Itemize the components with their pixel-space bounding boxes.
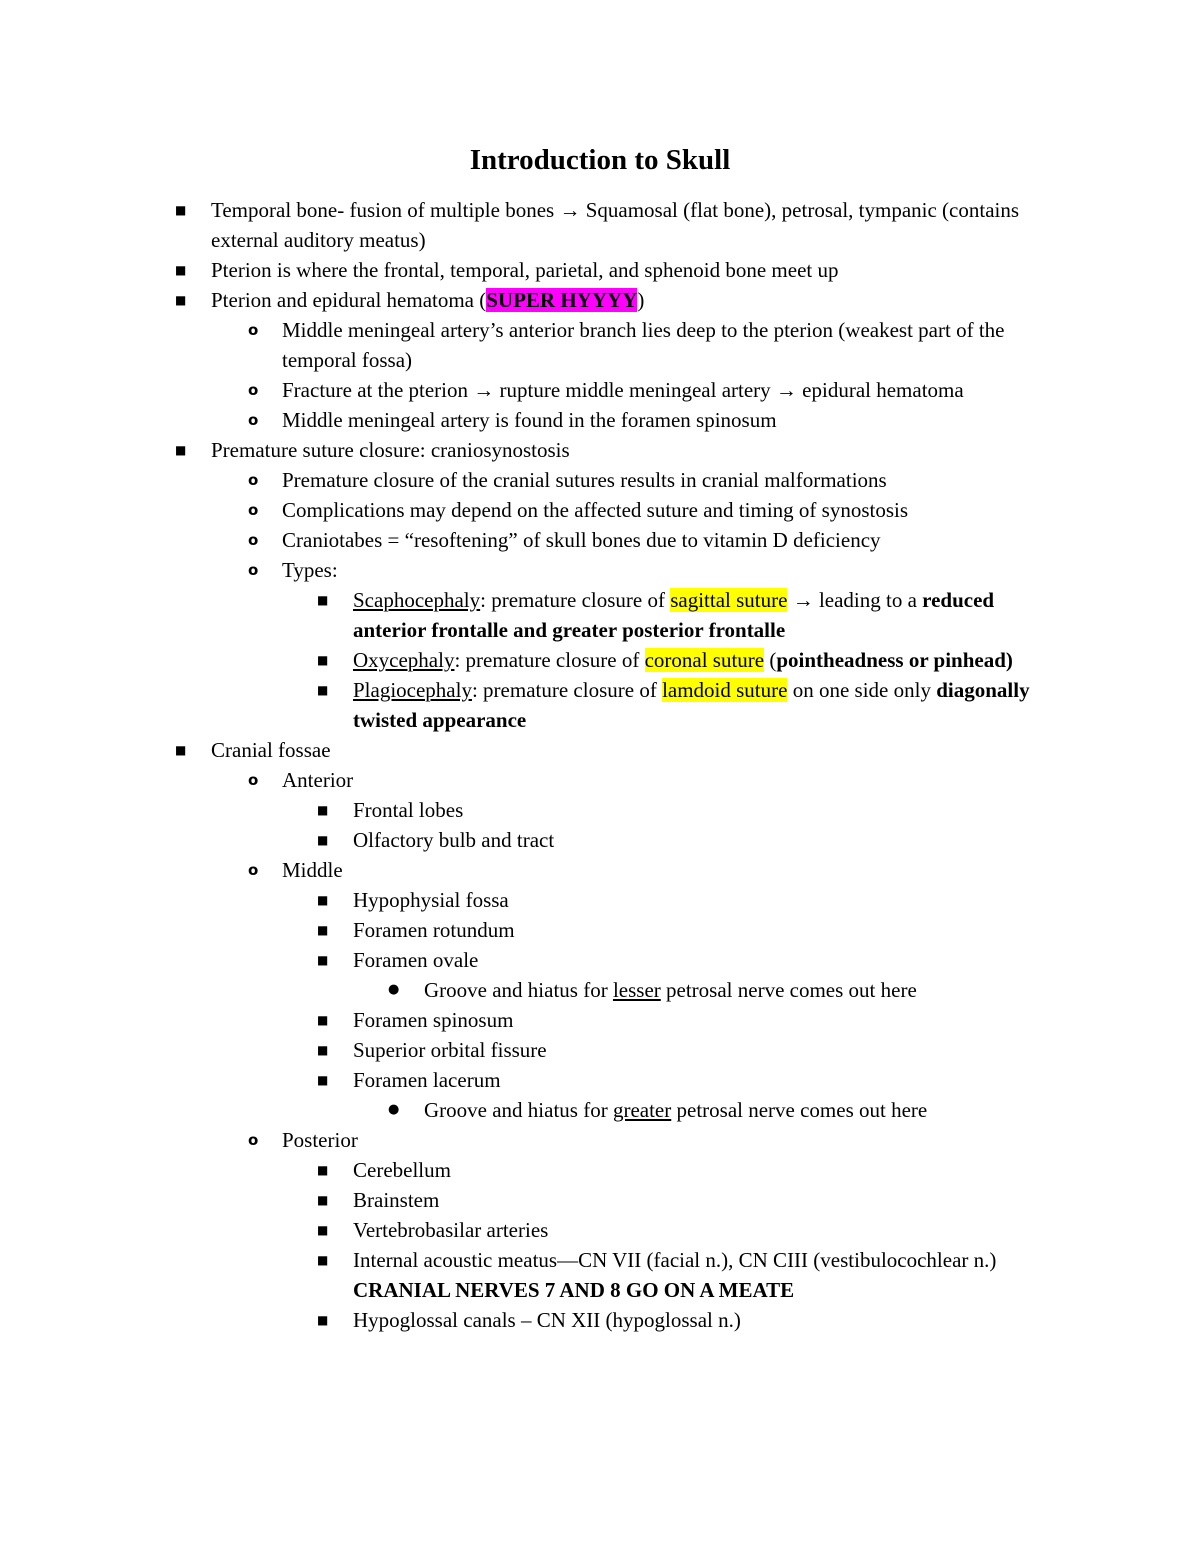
list-item: o Craniotabes = “resoftening” of skull bones due to vitamin D deficiency	[0, 525, 1072, 555]
highlight-magenta: SUPER HYYYY	[486, 288, 638, 312]
list-item: ■ Hypoglossal canals – CN XII (hypoglossal n.)	[0, 1305, 1043, 1335]
list-item: ■ Olfactory bulb and tract	[0, 825, 1043, 855]
square-bullet-icon: ■	[317, 1193, 329, 1207]
square-bullet-icon: ■	[175, 293, 187, 307]
circle-bullet-icon: o	[248, 771, 259, 789]
list-item: ■ Frontal lobes	[0, 795, 1043, 825]
circle-bullet-icon: o	[248, 411, 259, 429]
bold-text: CRANIAL NERVES 7 AND 8 GO ON A MEATE	[353, 1278, 795, 1302]
list-item: ■ Internal acoustic meatus—CN VII (facial n.), CN CIII (vestibulocochlear n.) CRANIAL NERVES 7 AND 8 GO ON A MEATE	[0, 1245, 1043, 1305]
square-bullet-icon: ■	[317, 953, 329, 967]
list-item: ■ Cerebellum	[0, 1155, 1043, 1185]
square-bullet-icon: ■	[317, 593, 329, 607]
bold-text: reduced anterior frontalle and greater posterior frontalle	[353, 588, 995, 642]
circle-bullet-icon: o	[248, 321, 259, 339]
list-item: o Anterior	[0, 765, 1072, 795]
circle-bullet-icon: o	[248, 471, 259, 489]
arrow-icon: →	[559, 198, 581, 222]
list-item: o Complications may depend on the affected suture and timing of synostosis	[0, 495, 1072, 525]
list-item: ■ Brainstem	[0, 1185, 1043, 1215]
underlined-word: lesser	[612, 978, 661, 1002]
list-item: ■ Superior orbital fissure	[0, 1035, 1043, 1065]
list-item: o Middle meningeal artery is found in the foramen spinosum	[0, 405, 1072, 435]
square-bullet-icon: ■	[317, 1043, 329, 1057]
square-bullet-icon: ■	[317, 683, 329, 697]
bold-text: pointheadness or pinhead)	[776, 648, 1013, 672]
circle-bullet-icon: o	[248, 531, 259, 549]
highlight-yellow: coronal suture	[644, 648, 765, 672]
list-item: o Types:	[0, 555, 1072, 585]
square-bullet-icon: ■	[317, 1013, 329, 1027]
term-underlined: Plagiocephaly	[353, 678, 472, 702]
square-bullet-icon: ■	[317, 923, 329, 937]
list-item: ■ Scaphocephaly: premature closure of sagittal suture → leading to a reduced anterior frontalle and greater posterior frontalle	[0, 585, 1043, 645]
list-item: ■ Premature suture closure: craniosynostosis	[0, 435, 1051, 465]
list-item: ■ Foramen ovale	[0, 945, 1043, 975]
list-item: ■ Oxycephaly: premature closure of coronal suture (pointheadness or pinhead)	[0, 645, 1043, 675]
arrow-icon: →	[792, 588, 814, 612]
square-bullet-icon: ■	[317, 1223, 329, 1237]
square-bullet-icon: ■	[175, 263, 187, 277]
list-item: ● Groove and hiatus for lesser petrosal nerve comes out here	[0, 975, 1064, 1005]
list-item: ■ Pterion is where the frontal, temporal, parietal, and sphenoid bone meet up	[0, 255, 1051, 285]
square-bullet-icon: ■	[317, 1313, 329, 1327]
list-item: o Fracture at the pterion → rupture middle meningeal artery → epidural hematoma	[0, 375, 1072, 405]
circle-bullet-icon: o	[248, 561, 259, 579]
list-item: ■ Cranial fossae	[0, 735, 1051, 765]
list-item: ■ Temporal bone- fusion of multiple bones → Squamosal (flat bone), petrosal, tympanic (contains external auditory meatus)	[0, 195, 1051, 255]
square-bullet-icon: ■	[317, 893, 329, 907]
highlight-yellow: sagittal suture	[670, 588, 788, 612]
arrow-icon: →	[473, 378, 495, 402]
square-bullet-icon: ■	[317, 833, 329, 847]
list-item: ■ Foramen rotundum	[0, 915, 1043, 945]
page-title: Introduction to Skull	[469, 144, 731, 176]
list-item: ● Groove and hiatus for greater petrosal nerve comes out here	[0, 1095, 1064, 1125]
list-item: ■ Pterion and epidural hematoma (SUPER HYYYY)	[0, 285, 1051, 315]
circle-bullet-icon: o	[248, 501, 259, 519]
list-item: ■ Foramen lacerum	[0, 1065, 1043, 1095]
dot-bullet-icon: ●	[388, 982, 400, 997]
list-item: o Middle meningeal artery’s anterior branch lies deep to the pterion (weakest part of the temporal fossa)	[0, 315, 1072, 375]
term-underlined: Scaphocephaly	[353, 588, 481, 612]
arrow-icon: →	[775, 378, 797, 402]
list-item: ■ Foramen spinosum	[0, 1005, 1043, 1035]
list-item: ■ Vertebrobasilar arteries	[0, 1215, 1043, 1245]
list-item: o Premature closure of the cranial sutures results in cranial malformations	[0, 465, 1072, 495]
bold-text: diagonally twisted appearance	[353, 678, 1030, 732]
outline-list	[0, 195, 1200, 1335]
dot-bullet-icon: ●	[388, 1102, 400, 1117]
underlined-word: greater	[612, 1098, 672, 1122]
square-bullet-icon: ■	[317, 803, 329, 817]
list-item: o Middle	[0, 855, 1072, 885]
square-bullet-icon: ■	[317, 653, 329, 667]
square-bullet-icon: ■	[317, 1163, 329, 1177]
highlight-yellow: lamdoid suture	[662, 678, 788, 702]
circle-bullet-icon: o	[248, 1131, 259, 1149]
term-underlined: Oxycephaly	[353, 648, 455, 672]
list-item: ■ Plagiocephaly: premature closure of lamdoid suture on one side only diagonally twisted appearance	[0, 675, 1043, 735]
square-bullet-icon: ■	[317, 1253, 329, 1267]
square-bullet-icon: ■	[175, 203, 187, 217]
square-bullet-icon: ■	[175, 443, 187, 457]
square-bullet-icon: ■	[317, 1073, 329, 1087]
list-item: ■ Hypophysial fossa	[0, 885, 1043, 915]
circle-bullet-icon: o	[248, 381, 259, 399]
square-bullet-icon: ■	[175, 743, 187, 757]
circle-bullet-icon: o	[248, 861, 259, 879]
list-item: o Posterior	[0, 1125, 1072, 1155]
